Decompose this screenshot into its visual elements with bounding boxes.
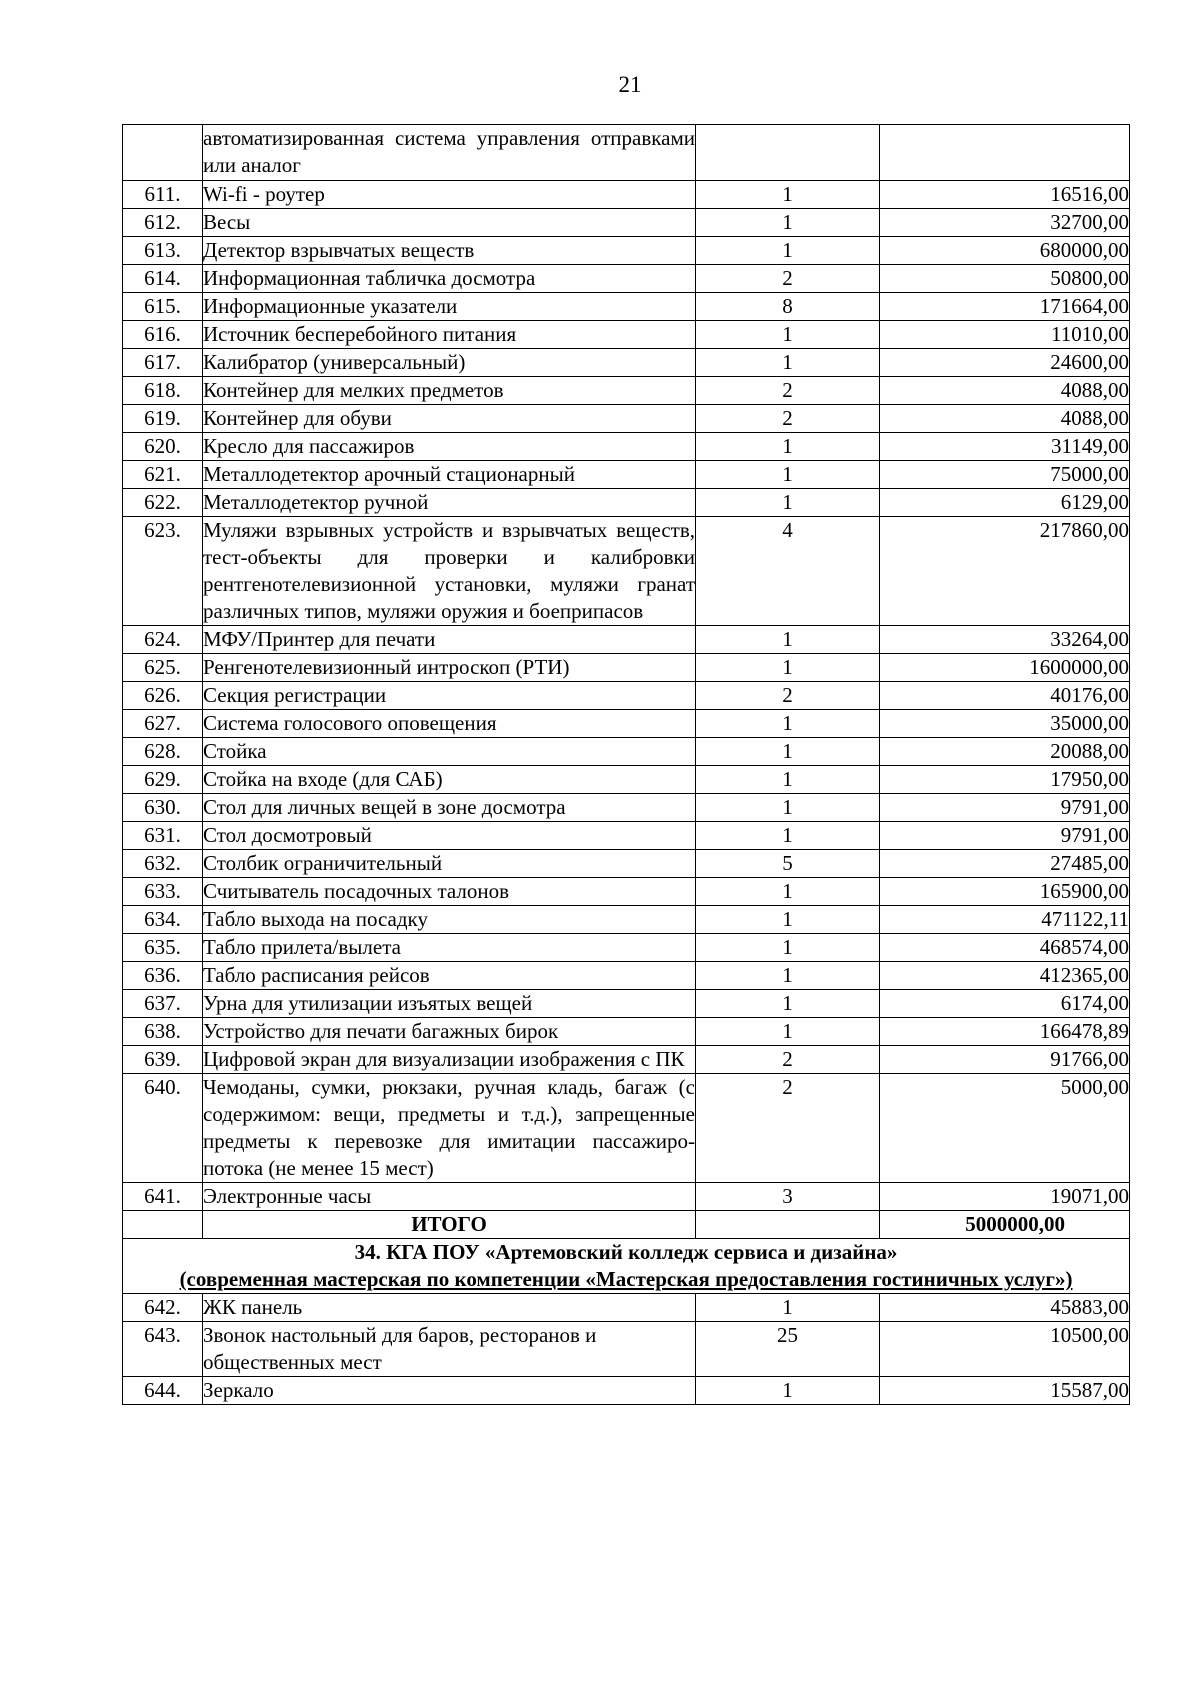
table-row (123, 237, 1130, 265)
row-name-cell: Столбик ограничительный (203, 850, 696, 878)
table-row (123, 461, 1130, 489)
section-title: 34. КГА ПОУ «Артемовский колледж сервиса и дизайна» (354, 1240, 898, 1264)
table-row (123, 1074, 1130, 1183)
row-name-cell: Весы (203, 209, 696, 237)
row-qty-cell: 1 (696, 710, 880, 738)
row-name-cell: Чемоданы, сумки, рюкзаки, ручная кладь, багаж (с содержимом: вещи, предметы и т.д.), запрещенные предметы к перевозке для имитации пассажиро-потока (не менее 15 мест) (203, 1074, 696, 1183)
table-row (123, 405, 1130, 433)
total-sum: 5000000,00 (880, 1211, 1130, 1239)
row-qty-cell: 1 (696, 962, 880, 990)
row-number-cell: 629. (123, 766, 203, 794)
row-qty-cell: 1 (696, 794, 880, 822)
row-sum-cell: 50800,00 (880, 265, 1130, 293)
row-number-cell: 617. (123, 349, 203, 377)
row-sum-cell: 32700,00 (880, 209, 1130, 237)
row-name-cell: Детектор взрывчатых веществ (203, 237, 696, 265)
row-number-cell: 632. (123, 850, 203, 878)
row-name-cell: Ренгенотелевизионный интроскоп (РТИ) (203, 654, 696, 682)
row-sum-cell: 171664,00 (880, 293, 1130, 321)
row-name-cell: Зеркало (203, 1377, 696, 1405)
row-qty-cell: 1 (696, 822, 880, 850)
row-number-cell: 644. (123, 1377, 203, 1405)
row-name-cell: Контейнер для обуви (203, 405, 696, 433)
row-name-cell: автоматизированная система управления отправками или аналог (203, 125, 696, 181)
row-name-cell: Цифровой экран для визуализации изображения с ПК (203, 1046, 696, 1074)
table-row (123, 1322, 1130, 1377)
row-qty-cell: 1 (696, 990, 880, 1018)
row-number-cell (123, 125, 203, 181)
row-qty-cell: 3 (696, 1183, 880, 1211)
row-sum-cell: 40176,00 (880, 682, 1130, 710)
row-number-cell: 638. (123, 1018, 203, 1046)
row-name-cell: Контейнер для мелких предметов (203, 377, 696, 405)
row-number-cell: 622. (123, 489, 203, 517)
row-qty-cell (696, 1211, 880, 1239)
row-name-cell: Табло выхода на посадку (203, 906, 696, 934)
row-number-cell: 623. (123, 517, 203, 626)
row-sum-cell: 9791,00 (880, 822, 1130, 850)
row-sum-cell: 9791,00 (880, 794, 1130, 822)
row-qty-cell: 2 (696, 405, 880, 433)
row-sum-cell: 471122,11 (880, 906, 1130, 934)
row-qty-cell (696, 125, 880, 181)
table-row (123, 682, 1130, 710)
row-qty-cell: 2 (696, 377, 880, 405)
row-sum-cell: 10500,00 (880, 1322, 1130, 1377)
table-row (123, 181, 1130, 209)
row-number-cell: 615. (123, 293, 203, 321)
row-sum-cell: 17950,00 (880, 766, 1130, 794)
equipment-table (122, 124, 1130, 1405)
row-number-cell: 612. (123, 209, 203, 237)
row-sum-cell: 20088,00 (880, 738, 1130, 766)
row-sum-cell: 217860,00 (880, 517, 1130, 626)
row-sum-cell: 468574,00 (880, 934, 1130, 962)
row-number-cell: 641. (123, 1183, 203, 1211)
row-qty-cell: 8 (696, 293, 880, 321)
row-qty-cell: 1 (696, 209, 880, 237)
row-number-cell: 643. (123, 1322, 203, 1377)
row-qty-cell: 1 (696, 433, 880, 461)
row-sum-cell: 4088,00 (880, 377, 1130, 405)
row-number-cell: 628. (123, 738, 203, 766)
row-sum-cell: 1600000,00 (880, 654, 1130, 682)
row-qty-cell: 1 (696, 878, 880, 906)
row-sum-cell: 33264,00 (880, 626, 1130, 654)
row-sum-cell: 4088,00 (880, 405, 1130, 433)
table-row (123, 794, 1130, 822)
row-sum-cell: 24600,00 (880, 349, 1130, 377)
row-name-cell: Информационные указатели (203, 293, 696, 321)
row-sum-cell: 5000,00 (880, 1074, 1130, 1183)
row-name-cell: Урна для утилизации изъятых вещей (203, 990, 696, 1018)
row-name-cell: Звонок настольный для баров, ресторанов и общественных мест (203, 1322, 696, 1377)
row-qty-cell: 1 (696, 626, 880, 654)
row-number-cell: 611. (123, 181, 203, 209)
row-name-cell: Калибратор (универсальный) (203, 349, 696, 377)
row-qty-cell: 1 (696, 1018, 880, 1046)
row-number-cell: 635. (123, 934, 203, 962)
row-qty-cell: 1 (696, 181, 880, 209)
row-sum-cell: 75000,00 (880, 461, 1130, 489)
table-row (123, 433, 1130, 461)
row-name-cell: Табло прилета/вылета (203, 934, 696, 962)
row-name-cell: Стол для личных вещей в зоне досмотра (203, 794, 696, 822)
table-row (123, 878, 1130, 906)
row-number-cell: 631. (123, 822, 203, 850)
row-number-cell: 613. (123, 237, 203, 265)
row-name-cell: ЖК панель (203, 1294, 696, 1322)
row-qty-cell: 5 (696, 850, 880, 878)
row-sum-cell: 19071,00 (880, 1183, 1130, 1211)
row-number-cell: 640. (123, 1074, 203, 1183)
row-number-cell: 636. (123, 962, 203, 990)
row-number-cell: 639. (123, 1046, 203, 1074)
row-sum-cell: 166478,89 (880, 1018, 1130, 1046)
row-qty-cell: 1 (696, 654, 880, 682)
table-row (123, 1183, 1130, 1211)
row-qty-cell: 1 (696, 237, 880, 265)
row-name-cell: Металлодетектор ручной (203, 489, 696, 517)
row-sum-cell: 6129,00 (880, 489, 1130, 517)
row-sum-cell: 91766,00 (880, 1046, 1130, 1074)
row-qty-cell: 1 (696, 766, 880, 794)
row-number-cell: 616. (123, 321, 203, 349)
table-row (123, 710, 1130, 738)
row-sum-cell: 31149,00 (880, 433, 1130, 461)
table-row (123, 962, 1130, 990)
table-row (123, 990, 1130, 1018)
row-qty-cell: 2 (696, 682, 880, 710)
row-sum-cell: 16516,00 (880, 181, 1130, 209)
row-qty-cell: 1 (696, 738, 880, 766)
row-qty-cell: 1 (696, 1377, 880, 1405)
row-qty-cell: 1 (696, 1294, 880, 1322)
row-sum-cell: 35000,00 (880, 710, 1130, 738)
table-row (123, 377, 1130, 405)
table-row (123, 766, 1130, 794)
row-sum-cell: 165900,00 (880, 878, 1130, 906)
row-number-cell: 633. (123, 878, 203, 906)
row-name-cell: Wi-fi - роутер (203, 181, 696, 209)
row-name-cell: Стол досмотровый (203, 822, 696, 850)
row-number-cell: 627. (123, 710, 203, 738)
row-qty-cell: 2 (696, 1046, 880, 1074)
row-sum-cell: 680000,00 (880, 237, 1130, 265)
row-qty-cell: 1 (696, 906, 880, 934)
total-row (123, 1211, 1130, 1239)
table-row (123, 125, 1130, 181)
row-sum-cell: 15587,00 (880, 1377, 1130, 1405)
row-name-cell: Муляжи взрывных устройств и взрывчатых веществ, тест-объекты для проверки и калибровки рентгенотелевизионной установки, муляжи гранат различных типов, муляжи оружия и боеприпасов (203, 517, 696, 626)
row-name-cell: Система голосового оповещения (203, 710, 696, 738)
row-number-cell: 614. (123, 265, 203, 293)
table-row (123, 265, 1130, 293)
row-name-cell: Секция регистрации (203, 682, 696, 710)
row-name-cell: Кресло для пассажиров (203, 433, 696, 461)
row-qty-cell: 1 (696, 349, 880, 377)
row-qty-cell: 4 (696, 517, 880, 626)
table-row (123, 349, 1130, 377)
table-row (123, 209, 1130, 237)
row-number-cell: 637. (123, 990, 203, 1018)
table-row (123, 321, 1130, 349)
row-qty-cell: 1 (696, 321, 880, 349)
table-row (123, 1018, 1130, 1046)
row-number-cell: 625. (123, 654, 203, 682)
row-name-cell: Стойка (203, 738, 696, 766)
row-number-cell: 624. (123, 626, 203, 654)
total-label: ИТОГО (203, 1211, 696, 1239)
row-sum-cell: 27485,00 (880, 850, 1130, 878)
table-row (123, 738, 1130, 766)
row-qty-cell: 2 (696, 265, 880, 293)
section-header-row (123, 1239, 1130, 1294)
row-number-cell: 620. (123, 433, 203, 461)
row-number-cell: 642. (123, 1294, 203, 1322)
row-number-cell: 626. (123, 682, 203, 710)
row-name-cell: Источник бесперебойного питания (203, 321, 696, 349)
page-number: 21 (618, 72, 642, 97)
row-qty-cell: 1 (696, 489, 880, 517)
table-row (123, 517, 1130, 626)
row-number-cell: 618. (123, 377, 203, 405)
row-qty-cell: 25 (696, 1322, 880, 1377)
section-subtitle: (современная мастерская по компетенции «Мастерская предоставления гостиничных услуг») (179, 1267, 1073, 1291)
section-header (123, 1239, 1130, 1294)
table-row (123, 850, 1130, 878)
row-qty-cell: 1 (696, 461, 880, 489)
row-sum-cell: 11010,00 (880, 321, 1130, 349)
row-name-cell: Табло расписания рейсов (203, 962, 696, 990)
row-name-cell: Стойка на входе (для САБ) (203, 766, 696, 794)
row-name-cell: Считыватель посадочных талонов (203, 878, 696, 906)
row-name-cell: Устройство для печати багажных бирок (203, 1018, 696, 1046)
row-number-cell (123, 1211, 203, 1239)
table-row (123, 1294, 1130, 1322)
row-number-cell: 634. (123, 906, 203, 934)
table-row (123, 293, 1130, 321)
row-sum-cell (880, 125, 1130, 181)
table-row (123, 489, 1130, 517)
table-row (123, 1046, 1130, 1074)
row-sum-cell: 45883,00 (880, 1294, 1130, 1322)
row-number-cell: 621. (123, 461, 203, 489)
row-qty-cell: 1 (696, 934, 880, 962)
table-row (123, 1377, 1130, 1405)
row-number-cell: 630. (123, 794, 203, 822)
row-name-cell: Электронные часы (203, 1183, 696, 1211)
row-qty-cell: 2 (696, 1074, 880, 1183)
table-row (123, 626, 1130, 654)
table-row (123, 654, 1130, 682)
table-row (123, 822, 1130, 850)
row-sum-cell: 6174,00 (880, 990, 1130, 1018)
table-row (123, 906, 1130, 934)
row-sum-cell: 412365,00 (880, 962, 1130, 990)
row-name-cell: Информационная табличка досмотра (203, 265, 696, 293)
table-row (123, 934, 1130, 962)
row-name-cell: МФУ/Принтер для печати (203, 626, 696, 654)
row-name-cell: Металлодетектор арочный стационарный (203, 461, 696, 489)
row-number-cell: 619. (123, 405, 203, 433)
